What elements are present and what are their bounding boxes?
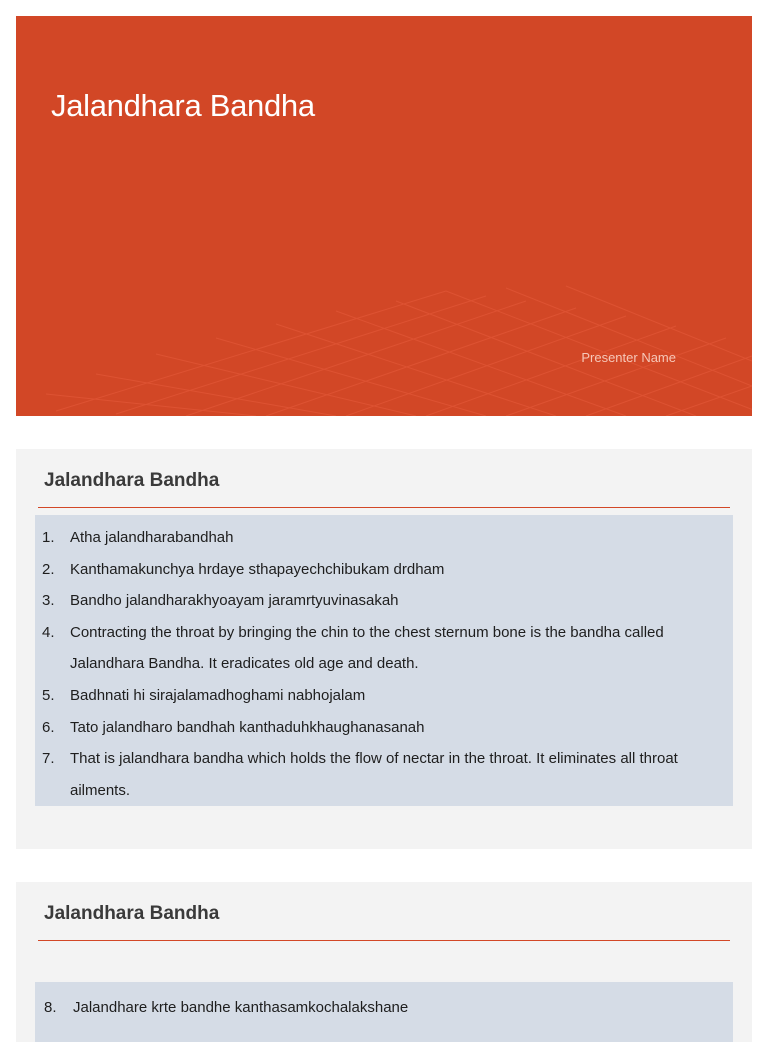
list-item-text: Contracting the throat by bringing the chin to the chest sternum bone is the bandha called Jalandhara Bandha. It eradicates old age and death. [70,623,664,673]
list-item [35,585,733,617]
list-item [35,992,733,1024]
list-item [35,522,733,554]
list-item-number: 3. [42,592,55,610]
heading-divider [38,940,730,941]
list-item-text: Jalandhare krte bandhe kanthasamkochalakshane [73,999,409,1016]
numbered-list [35,515,733,806]
list-item-number: 1. [42,529,55,546]
presenter-name: Presenter Name [581,350,676,365]
presentation-title: Jalandhara Bandha [51,88,315,123]
list-item-text: Bandho jalandharakhyoayam jaramrtyuvinasakah [70,592,399,610]
list-item-text: Atha jalandharabandhah [70,529,234,546]
list-item-text: Tato jalandharo bandhah kanthaduhkhaughanasanah [70,718,425,736]
list-item-text: Kanthamakunchya hrdaye sthapayechchibukam drdham [70,560,445,578]
title-slide [16,16,752,416]
list-item-text: That is jalandhara bandha which holds the flow of nectar in the throat. It eliminates all throat ailments. [70,750,678,799]
content-slide-2 [16,449,752,849]
list-item [35,743,733,806]
list-item-number: 2. [42,560,55,578]
list-item-number: 7. [42,750,55,768]
slide-heading: Jalandhara Bandha [44,903,220,924]
slide-heading: Jalandhara Bandha [44,470,220,491]
heading-divider [38,507,730,508]
list-item-number: 8. [44,999,57,1016]
list-item-number: 6. [42,718,55,736]
list-item-text: Badhnati hi sirajalamadhoghami nabhojalam [70,686,366,704]
list-item [35,554,733,586]
list-item [35,617,733,680]
list-item-number: 5. [42,686,55,704]
list-item [35,712,733,744]
content-slide-3 [16,882,752,1042]
list-item-number: 4. [42,623,55,641]
numbered-list [35,982,733,1042]
list-item [35,680,733,712]
